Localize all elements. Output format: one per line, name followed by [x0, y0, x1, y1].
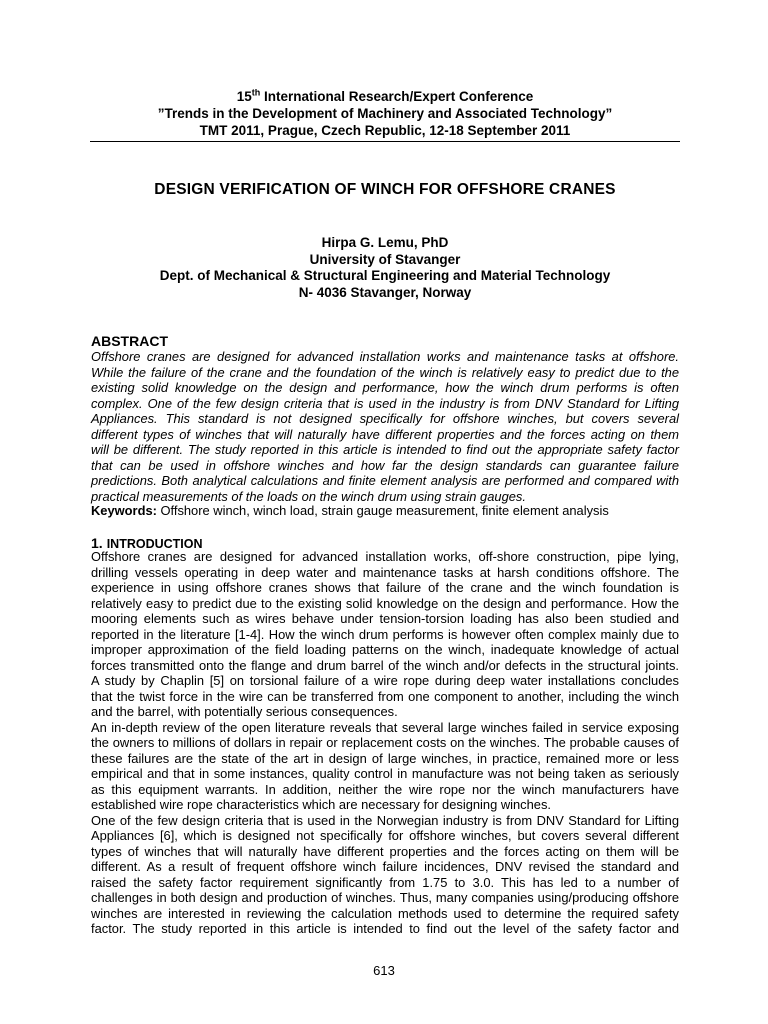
- section-number: 1.: [91, 535, 103, 551]
- abstract-line: Offshore cranes are designed for advanced installation works and maintenance tasks at offshore.: [91, 349, 679, 364]
- abstract-line: Appliances. This standard is not designed specifically for offshore winches, but covers several: [91, 411, 679, 426]
- intro-line: the owners to millions of dollars in repair or replacement costs on the winches. The probable causes of: [91, 735, 679, 750]
- intro-line: forces transmitted onto the flange and drum barrel of the winch and/or defects in the structural joints.: [91, 657, 679, 673]
- keywords: [91, 503, 609, 518]
- abstract-line: will be different. The study reported in this article is intended to find out the appropriate safety factor: [91, 442, 679, 457]
- conference-line-2: ”Trends in the Development of Machinery and Associated Technology”: [157, 106, 613, 121]
- abstract-line: complex. One of the few design criteria that is used in the industry is from DNV Standard for Lifting: [91, 395, 679, 411]
- header-rule: [90, 141, 680, 142]
- page-number: 613: [373, 963, 395, 978]
- abstract-line: that can be used in offshore winches and how far the design standards can guarantee failure: [91, 457, 679, 473]
- intro-line: established wire rope characteristics which are necessary for designing winches.: [91, 797, 551, 812]
- intro-line: these failures are the state of the art in design of large winches, in practice, remained more or less: [91, 750, 679, 766]
- keywords-label: Keywords:: [91, 503, 157, 518]
- intro-line: as this equipment warrants. In addition, neither the wire rope nor the winch manufacturers have: [91, 781, 679, 797]
- intro-line: and the barrel, with potentially serious consequences.: [91, 704, 398, 719]
- abstract-line: predictions. Both analytical calculations and finite element analysis are performed and compared with: [91, 473, 679, 488]
- conference-name: International Research/Expert Conference: [260, 89, 534, 104]
- intro-line: experience in using offshore cranes shows that failure of the crane and the winch foundation is: [91, 580, 679, 595]
- intro-line: raised the safety factor requirement significantly from 1.75 to 3.0. This has led to a number of: [91, 874, 679, 890]
- intro-line: factor. The study reported in this article is intended to find out the level of the safety factor and: [91, 921, 679, 936]
- abstract-line: existing solid knowledge on the design and performance, how the winch drum performs is often: [91, 380, 679, 395]
- intro-line: mooring elements such as wires behave under tension-torsion loading has also been studied and: [91, 611, 679, 626]
- conference-edition-suffix: th: [251, 87, 261, 98]
- author-department: Dept. of Mechanical & Structural Engineering and Material Technology: [159, 268, 611, 283]
- introduction-body: [91, 549, 679, 937]
- intro-line: A study by Chaplin [5] on torsional failure of a wire rope during deep water installations concludes: [91, 673, 679, 688]
- abstract-heading: ABSTRACT: [91, 333, 168, 349]
- intro-line: drilling vessels operating in deep water and maintenance tasks at harsh conditions offshore. The: [91, 564, 679, 580]
- intro-line: Appliances [6], which is designed not specifically for offshore winches, but covers several different: [91, 828, 679, 843]
- intro-line: that the twist force in the wire can be transferred from one component to another, including the winch: [91, 688, 679, 704]
- intro-line: empirical and that in some instances, quality control in manufacture was not being taken as seriously: [91, 766, 679, 781]
- intro-line: improper approximation of the field loading patterns on the winch, inadequate knowledge of actual: [91, 642, 679, 657]
- section-title: INTRODUCTION: [106, 537, 203, 551]
- intro-line: challenges in both design and production of winches. Thus, many companies using/producing offshore: [91, 890, 679, 905]
- abstract-line: different types of winches that will naturally have different properties and the forces acting on them: [91, 426, 679, 442]
- abstract-line: While the failure of the crane and the foundation of the winch is relatively easy to predict due to the: [91, 364, 679, 380]
- paper-title: DESIGN VERIFICATION OF WINCH FOR OFFSHORE CRANES: [154, 181, 616, 198]
- intro-line: winches are interested in reviewing the calculation methods used to determine the required safety: [91, 905, 679, 921]
- conference-line-1: [90, 88, 680, 105]
- conference-line-3: TMT 2011, Prague, Czech Republic, 12-18 September 2011: [199, 123, 571, 138]
- intro-line: reported in the literature [1-4]. How the winch drum performs is however often complex mainly due to: [91, 626, 679, 642]
- abstract-line: practical measurements of the loads on the winch drum using strain gauges.: [91, 488, 526, 504]
- conference-header: [90, 88, 680, 139]
- intro-line: different. As a result of frequent offshore winch failure incidences, DNV revised the standard and: [91, 859, 679, 874]
- author-name: Hirpa G. Lemu, PhD: [321, 235, 449, 250]
- abstract-body: [91, 349, 679, 504]
- intro-line: relatively easy to predict due to the existing solid knowledge on the design and performance. How the: [91, 595, 679, 611]
- conference-edition: 15: [236, 89, 252, 104]
- keywords-text: Offshore winch, winch load, strain gauge measurement, finite element analysis: [156, 503, 609, 518]
- intro-line: An in-depth review of the open literature reveals that several large winches failed in service exposing: [91, 719, 679, 735]
- author-block: [90, 235, 680, 301]
- intro-line: Offshore cranes are designed for advanced installation works, off-shore construction, pipe lying,: [91, 549, 679, 564]
- intro-line: One of the few design criteria that is used in the Norwegian industry is from DNV Standard for Lifting: [91, 812, 679, 828]
- intro-line: types of winches that will naturally have different properties and the forces acting on them will be: [91, 843, 679, 859]
- author-address: N- 4036 Stavanger, Norway: [298, 284, 472, 300]
- author-university: University of Stavanger: [309, 251, 461, 267]
